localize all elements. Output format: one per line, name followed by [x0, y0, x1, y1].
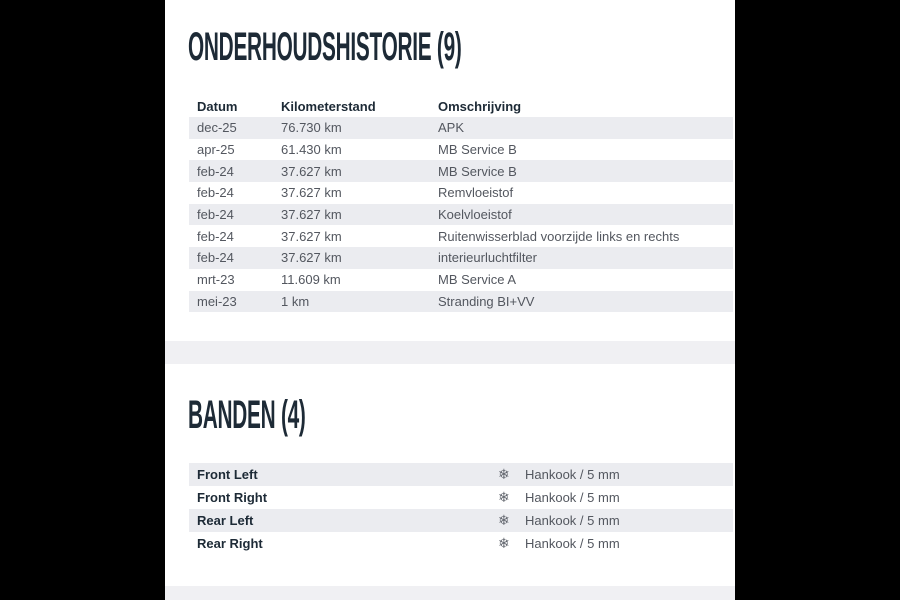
- maintenance-description: MB Service B: [438, 142, 517, 158]
- maintenance-row: [189, 139, 733, 161]
- maintenance-date: feb-24: [197, 250, 234, 266]
- maintenance-row: [189, 117, 733, 139]
- snowflake-icon: ❄: [498, 489, 510, 506]
- maintenance-km: 37.627 km: [281, 250, 342, 266]
- tire-row: [189, 509, 733, 532]
- maintenance-description: interieurluchtfilter: [438, 250, 537, 266]
- maintenance-row: [189, 182, 733, 204]
- maintenance-date: feb-24: [197, 185, 234, 201]
- maintenance-table: [189, 95, 733, 312]
- maintenance-description: MB Service B: [438, 163, 517, 179]
- maintenance-km: 11.609 km: [281, 272, 341, 288]
- maintenance-row: [189, 225, 733, 247]
- maintenance-date: apr-25: [197, 142, 235, 158]
- tire-brand-depth: Hankook / 5 mm: [525, 490, 620, 505]
- maintenance-date: feb-24: [197, 228, 234, 244]
- maintenance-row: [189, 269, 733, 291]
- section-divider-band: [165, 341, 735, 364]
- maintenance-km: 37.627 km: [281, 228, 342, 244]
- maintenance-km: 37.627 km: [281, 185, 342, 201]
- maintenance-date: feb-24: [197, 163, 234, 179]
- tire-brand-depth: Hankook / 5 mm: [525, 536, 620, 551]
- maintenance-description: Stranding BI+VV: [438, 293, 535, 309]
- maintenance-description: Ruitenwisserblad voorzijde links en rechts: [438, 228, 680, 244]
- tire-position-label: Rear Right: [197, 536, 263, 551]
- tire-row: [189, 463, 733, 486]
- snowflake-icon: ❄: [498, 512, 510, 529]
- bottom-band: [165, 586, 735, 600]
- column-header-datum: Datum: [197, 98, 238, 114]
- maintenance-km: 61.430 km: [281, 142, 342, 158]
- maintenance-description: APK: [438, 120, 465, 136]
- tire-brand-depth: Hankook / 5 mm: [525, 467, 620, 482]
- maintenance-km: 1 km: [281, 293, 310, 309]
- page-content: [165, 0, 735, 600]
- tire-position-label: Front Left: [197, 467, 258, 482]
- maintenance-row: [189, 291, 733, 313]
- maintenance-table-header: [189, 95, 733, 117]
- tire-brand-depth: Hankook / 5 mm: [525, 513, 620, 528]
- tire-position-label: Rear Left: [197, 513, 254, 528]
- maintenance-section-title-text: ONDERHOUDSHISTORIE (9): [188, 25, 462, 69]
- column-header-omschrijving: Omschrijving: [438, 98, 522, 114]
- tire-row: [189, 532, 733, 555]
- maintenance-date: feb-24: [197, 207, 234, 223]
- maintenance-description: Remvloeistof: [438, 185, 514, 201]
- tire-row: [189, 486, 733, 509]
- maintenance-km: 76.730 km: [281, 120, 342, 136]
- maintenance-description: Koelvloeistof: [438, 207, 512, 223]
- tires-section-title-text: BANDEN (4): [188, 393, 306, 437]
- maintenance-km: 37.627 km: [281, 163, 342, 179]
- maintenance-date: mei-23: [197, 293, 237, 309]
- snowflake-icon: ❄: [498, 466, 510, 483]
- maintenance-section-title: [188, 27, 714, 67]
- column-header-kilometerstand: Kilometerstand: [281, 98, 376, 114]
- tire-position-label: Front Right: [197, 490, 268, 505]
- tires-section-title: [188, 395, 414, 435]
- maintenance-date: dec-25: [197, 120, 237, 136]
- maintenance-km: 37.627 km: [281, 207, 342, 223]
- tires-table: [189, 463, 733, 555]
- maintenance-row: [189, 204, 733, 226]
- maintenance-date: mrt-23: [197, 272, 235, 288]
- maintenance-row: [189, 247, 733, 269]
- maintenance-description: MB Service A: [438, 272, 517, 288]
- maintenance-row: [189, 160, 733, 182]
- snowflake-icon: ❄: [498, 535, 510, 552]
